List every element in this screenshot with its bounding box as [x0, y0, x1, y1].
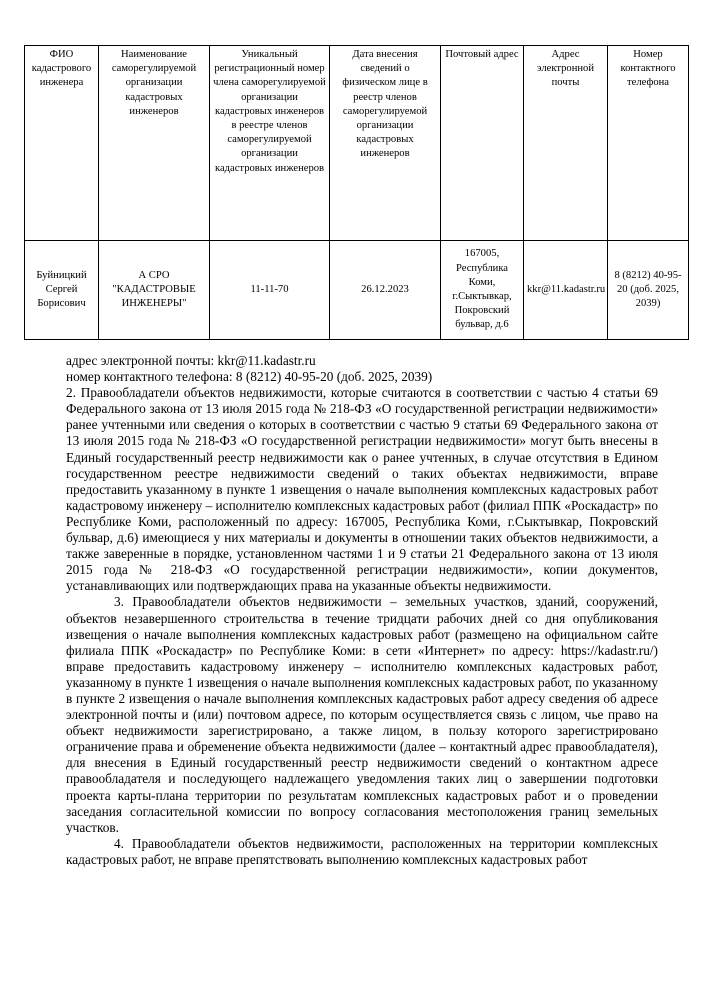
cell-phone: 8 (8212) 40-95-20 (доб. 2025, 2039): [608, 241, 689, 340]
document-body: [66, 353, 658, 868]
paragraph-2: 2. Правообладатели объектов недвижимости, которые считаются в соответствии с частью 4 статьи 69 Федерального закона от 13 июля 2015 года № 218-ФЗ «О государственной регистрации недвижимости» ранее учтенными или сведения о которых в соответствии с частью 9 статьи 69 Федерального закона от 13 июля 2015 года № 218-ФЗ «О государственной регистрации недвижимости» могут быть внесены в Единый государственный реестр недвижимости как о ранее учтенных, в случае отсутствия в Едином государственном реестре недвижимости сведений о таких объектах недвижимости, вправе предоставить указанному в пункте 1 извещения о начале выполнения комплексных кадастровых работ кадастровому инженеру – исполнителю комплексных кадастровых работ (филиал ППК «Роскадастр» по Республике Коми, расположенный по адресу: 167005, Республика Коми, г.Сыктывкар, Покровский бульвар, д.6) имеющиеся у них материалы и документы в отношении таких объектов недвижимости, а также заверенные в порядке, установленном частями 1 и 9 статьи 21 Федерального закона от 13 июля 2015 года № 218-ФЗ «О государственной регистрации недвижимости», копии документов, устанавливающих или подтверждающих права на указанные объекты недвижимости.: [66, 385, 659, 594]
cell-postal-address: 167005, Республика Коми, г.Сыктывкар, Покровский бульвар, д.6: [441, 241, 524, 340]
header-reg-number: Уникальный регистрационный номер члена саморегулируемой организации кадастровых инженеров в реестре членов саморегулируемой организации кадастровых инженеров: [210, 46, 330, 241]
cell-email: kkr@11.kadastr.ru: [524, 241, 608, 340]
paragraph-3: 3. Правообладатели объектов недвижимости – земельных участков, зданий, сооружений, объектов незавершенного строительства в течение тридцати рабочих дней со дня опубликования извещения о начале выполнения комплексных кадастровых работ (размещено на официальном сайте филиала ППК «Роскадастр» по Республике Коми: в сети «Интернет» по адресу: https://kadastr.ru/) вправе предоставить кадастровому инженеру – исполнителю комплексных кадастровых работ, указанному в пункте 1 извещения о начале выполнения комплексных кадастровых работ, по указанному в пункте 2 извещения о начале выполнения комплексных кадастровых работ адресу сведения об адресе электронной почты и (или) почтовом адресе, по которым осуществляется связь с лицом, чье право на объект недвижимости зарегистрировано, а также лицом, в пользу которого зарегистрировано ограничение права и обременение объекта недвижимости (далее – контактный адрес правообладателя), для внесения в Единый государственный реестр недвижимости сведений о контактном адресе правообладателя и последующего надлежащего уведомления таких лиц о завершении подготовки проекта карты-плана территории по результатам комплексных кадастровых работ и о проведении заседания согласительной комиссии по вопросу согласования местоположения границ земельных участков.: [66, 594, 658, 835]
header-postal-address: Почтовый адрес: [441, 46, 524, 241]
cell-fio: Буйницкий Сергей Борисович: [25, 241, 99, 340]
paragraph-4: 4. Правообладатели объектов недвижимости, расположенных на территории комплексных кадастровых работ, не вправе препятствовать выполнению комплексных кадастровых работ: [66, 835, 658, 867]
cell-reg-number: 11-11-70: [210, 241, 330, 340]
engineer-table: [24, 45, 689, 340]
phone-line: номер контактного телефона: 8 (8212) 40-95-20 (доб. 2025, 2039): [66, 369, 433, 385]
header-date: Дата внесения сведений о физическом лице в реестр членов саморегулируемой организации кадастровых инженеров: [330, 46, 441, 241]
header-phone: Номер контактного телефона: [608, 46, 689, 241]
email-line: адрес электронной почты: kkr@11.kadastr.ru: [66, 353, 316, 368]
table-row: [25, 241, 689, 340]
cell-sro-name: А СРО "КАДАСТРОВЫЕ ИНЖЕНЕРЫ": [99, 241, 210, 340]
header-email: Адрес электронной почты: [524, 46, 608, 241]
header-fio: ФИО кадастрового инженера: [25, 46, 99, 241]
cell-date: 26.12.2023: [330, 241, 441, 340]
table-header-row: [25, 46, 689, 241]
header-sro-name: Наименование саморегулируемой организации кадастровых инженеров: [99, 46, 210, 241]
